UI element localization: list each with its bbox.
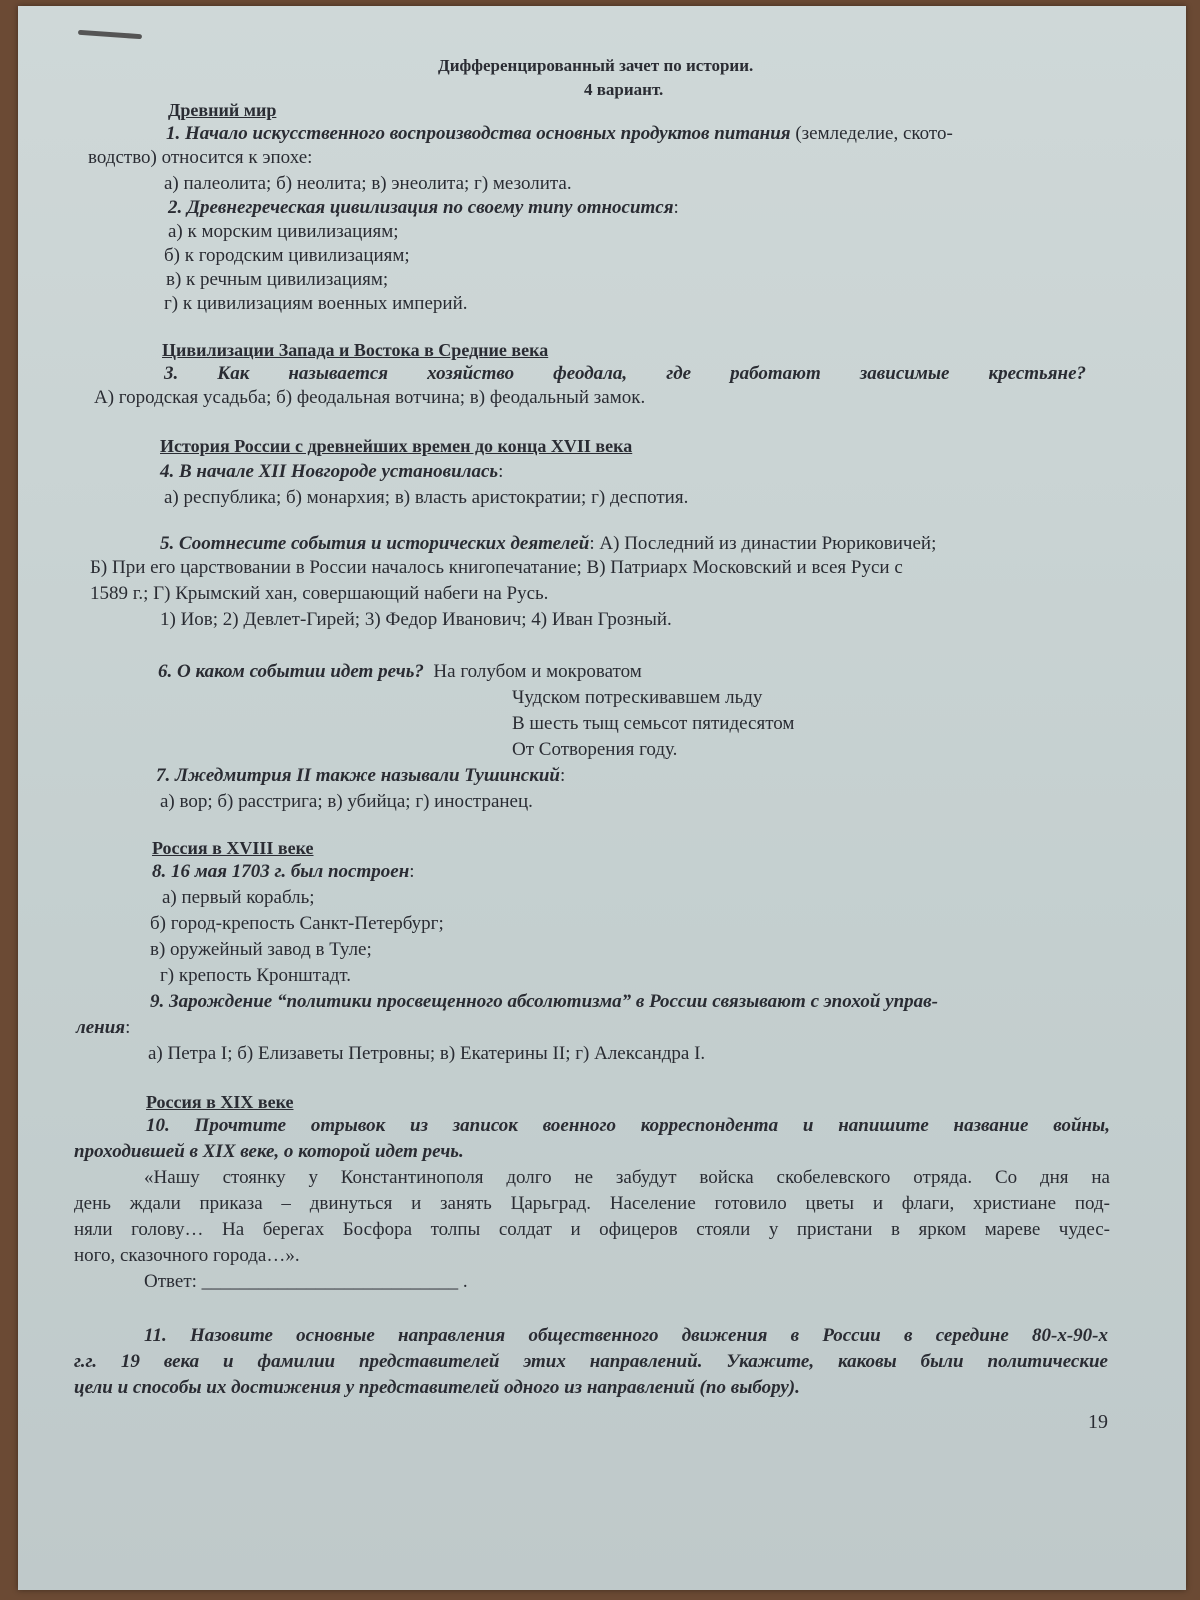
q5-line2: Б) При его царствовании в России началось книгопечатание; В) Патриарх Московский и всея Руси с	[90, 557, 903, 578]
q7-question: 7. Лжедмитрия II также называли Тушинский	[156, 765, 560, 786]
exam-sheet	[18, 6, 1186, 1590]
q5-question: 5. Соотнесите события и исторических деятелей	[160, 533, 590, 554]
q2-option-d: г) к цивилизациям военных империй.	[164, 293, 468, 314]
q9-question: 9. Зарождение “политики просвещенного абсолютизма” в России связывают с эпохой управ-	[150, 991, 938, 1012]
q2-line	[168, 196, 679, 220]
q9-tail: :	[125, 1017, 131, 1038]
doc-variant: 4 вариант.	[584, 80, 664, 99]
q9-line2	[76, 1016, 130, 1040]
q6-verse-2: Чудском потрескивавшем льду	[512, 687, 763, 708]
q11-line-3: цели и способы их достижения у представителей одного из направлений (по выбору).	[74, 1377, 800, 1398]
q2-tail: :	[673, 197, 679, 218]
section-russia-early: История России с древнейших времен до конца XVII века	[160, 436, 633, 456]
q5-tail: : А) Последний из династии Рюриковичей;	[589, 533, 937, 554]
section-russia-18: Россия в XVIII веке	[152, 838, 314, 858]
section-ancient: Древний мир	[168, 100, 277, 120]
q10-question: 10. Прочтите отрывок из записок военного корреспондента и напишите название войны,	[146, 1115, 1110, 1136]
q2-option-b: б) к городским цивилизациям;	[164, 245, 410, 266]
q2-question: 2. Древнегреческая цивилизация по своему типу относится	[168, 197, 674, 218]
doc-title: Дифференцированный зачет по истории.	[438, 56, 754, 75]
section-russia-19: Россия в XIX веке	[146, 1092, 294, 1112]
q4-tail: :	[498, 461, 504, 482]
q9-options: а) Петра I; б) Елизаветы Петровны; в) Екатерины II; г) Александра I.	[148, 1043, 706, 1064]
q3-options: А) городская усадьба; б) феодальная вотчина; в) феодальный замок.	[94, 387, 646, 408]
q3-question: 3. Как называется хозяйство феодала, где работают зависимые крестьяне?	[164, 363, 1086, 384]
q5-line3: 1589 г.; Г) Крымский хан, совершающий набеги на Русь.	[90, 583, 549, 604]
q7-line	[156, 764, 565, 788]
section-medieval: Цивилизации Запада и Востока в Средние века	[162, 340, 549, 360]
q11-line-2: г.г. 19 века и фамилии представителей этих направлений. Укажите, каковы были политические	[74, 1351, 1108, 1372]
q8-option-a: а) первый корабль;	[162, 887, 315, 908]
q5-options: 1) Иов; 2) Девлет-Гирей; 3) Федор Иванович; 4) Иван Грозный.	[160, 609, 672, 630]
q10-question-cont: проходившей в XIX веке, о которой идет речь.	[74, 1141, 464, 1162]
q8-line	[152, 860, 415, 884]
q6-verse-4: От Сотворения году.	[512, 739, 678, 760]
q1-question: 1. Начало искусственного воспроизводства основных продуктов питания	[166, 123, 791, 144]
q7-tail: :	[560, 765, 566, 786]
q1-line2: водство) относится к эпохе:	[88, 147, 313, 168]
q9-question-cont: ления	[76, 1017, 126, 1038]
q10-answer-line: Ответ: ___________________________ .	[144, 1271, 468, 1292]
q5-line1	[160, 532, 936, 556]
q4-options: а) республика; б) монархия; в) власть аристократии; г) деспотия.	[164, 487, 689, 508]
q6-verse-1: На голубом и мокроватом	[433, 661, 642, 682]
page-number: 19	[1088, 1411, 1108, 1433]
q6-verse-3: В шесть тыщ семьсот пятидесятом	[512, 713, 795, 734]
q8-option-b: б) город-крепость Санкт-Петербург;	[150, 913, 444, 934]
q1-options: а) палеолита; б) неолита; в) энеолита; г) мезолита.	[164, 173, 572, 194]
q10-quote-1: «Нашу стоянку у Константинополя долго не забудут войска скобелевского отряда. Со дня на	[144, 1167, 1110, 1188]
q11-line-1: 11. Назовите основные направления общественного движения в России в середине 80-х-90-х	[144, 1325, 1108, 1346]
q1-tail: (земледелие, ското-	[790, 123, 953, 144]
q4-line	[160, 460, 503, 484]
q8-tail: :	[409, 861, 415, 882]
q6-line	[158, 660, 642, 684]
q2-option-a: а) к морским цивилизациям;	[168, 221, 399, 242]
q8-option-d: г) крепость Кронштадт.	[160, 965, 352, 986]
q10-quote-4: ного, сказочного города…».	[74, 1245, 300, 1266]
q8-question: 8. 16 мая 1703 г. был построен	[152, 861, 410, 882]
q10-quote-3: няли голову… На берегах Босфора толпы солдат и офицеров стояли у пристани в ярком мареве чудес-	[74, 1219, 1110, 1240]
q6-question: 6. О каком событии идет речь?	[158, 661, 424, 682]
q4-question: 4. В начале XII Новгороде установилась	[160, 461, 499, 482]
q2-option-c: в) к речным цивилизациям;	[166, 269, 389, 290]
q10-quote-2: день ждали приказа – двинуться и занять Царьград. Население готовило цветы и флаги, христиане под-	[74, 1193, 1110, 1214]
pen-mark	[78, 30, 142, 39]
q8-option-c: в) оружейный завод в Туле;	[150, 939, 372, 960]
q7-options: а) вор; б) расстрига; в) убийца; г) иностранец.	[160, 791, 533, 812]
q1-line1	[166, 122, 953, 146]
